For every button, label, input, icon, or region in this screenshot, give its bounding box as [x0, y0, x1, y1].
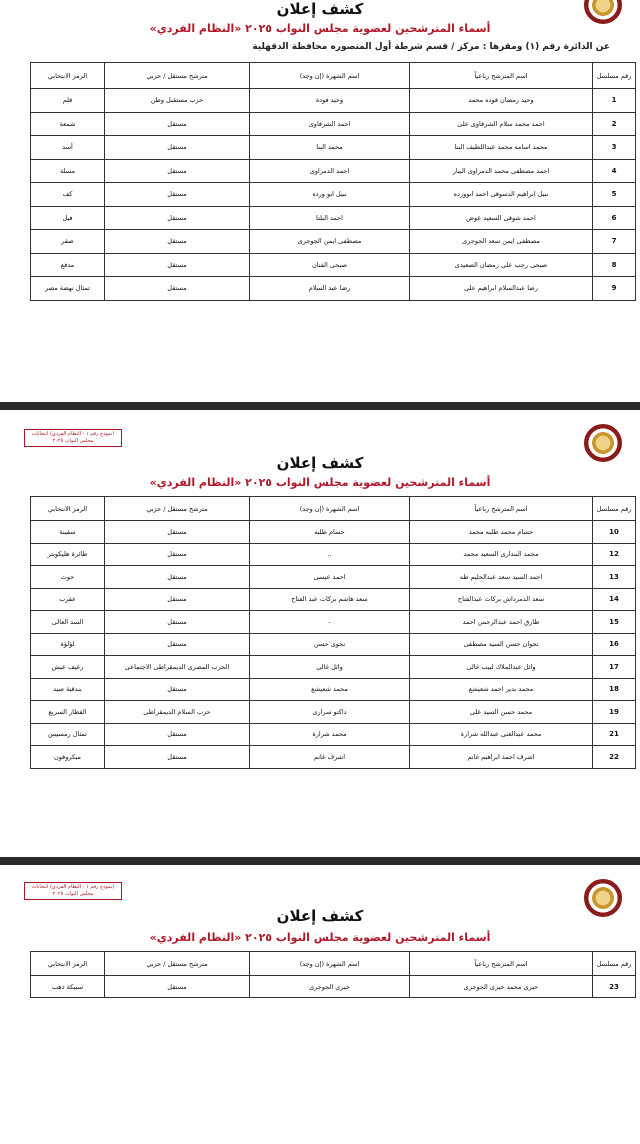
- symbol-cell: أسد: [31, 136, 105, 160]
- candidate-name-cell: اشرف احمد ابراهيم غانم: [410, 746, 593, 769]
- header-symbol: الرمز الانتخابي: [31, 497, 105, 521]
- table-row: [31, 611, 636, 634]
- fame-name-cell: وائل غالى: [250, 656, 410, 679]
- candidate-name-cell: محمد اسامه محمد عبداللطيف البنا: [410, 136, 593, 160]
- fame-name-cell: اشرف غانم: [250, 746, 410, 769]
- serial-cell: 16: [593, 633, 636, 656]
- serial-cell: 6: [593, 206, 636, 230]
- candidate-name-cell: رضا عبدالسلام ابراهيم على: [410, 277, 593, 301]
- status-cell: مستقل: [105, 521, 250, 544]
- serial-cell: 12: [593, 543, 636, 566]
- header-fame: اسم الشهرة (إن وجد): [250, 497, 410, 521]
- status-cell: مستقل: [105, 183, 250, 207]
- header-status: مترشح مستقل / حزبي: [105, 497, 250, 521]
- table-row: [31, 656, 636, 679]
- status-cell: مستقل: [105, 230, 250, 254]
- fame-name-cell: محمد البنا: [250, 136, 410, 160]
- status-cell: مستقل: [105, 588, 250, 611]
- table-row: [31, 112, 636, 136]
- symbol-cell: ميكروفون: [31, 746, 105, 769]
- header-name: اسم المترشح رباعياً: [410, 497, 593, 521]
- serial-cell: 7: [593, 230, 636, 254]
- serial-cell: 21: [593, 723, 636, 746]
- header-symbol: الرمز الانتخابي: [31, 952, 105, 976]
- status-cell: الحزب المصرى الديمقراطى الاجتماعى: [105, 656, 250, 679]
- serial-cell: 4: [593, 159, 636, 183]
- page-title: كشف إعلان: [276, 454, 364, 472]
- status-cell: مستقل: [105, 112, 250, 136]
- status-cell: مستقل: [105, 746, 250, 769]
- status-cell: مستقل: [105, 206, 250, 230]
- fame-name-cell: نجوى حسن: [250, 633, 410, 656]
- symbol-cell: لؤلؤة: [31, 633, 105, 656]
- table-row: [31, 89, 636, 113]
- status-cell: مستقل: [105, 566, 250, 589]
- candidate-name-cell: محمد البندارى السعيد محمد: [410, 543, 593, 566]
- serial-cell: 1: [593, 89, 636, 113]
- symbol-cell: صقر: [31, 230, 105, 254]
- fame-name-cell: داكتو سرارى: [250, 701, 410, 724]
- serial-cell: 14: [593, 588, 636, 611]
- announcement-page-3: [0, 865, 640, 1144]
- table-row: [31, 701, 636, 724]
- page-subtitle: أسماء المترشحين لعضوية مجلس النواب ٢٠٢٥ «النظام الفردي»: [149, 476, 491, 489]
- candidate-name-cell: طارق احمد عبدالرحمن احمد: [410, 611, 593, 634]
- fame-name-cell: صبحى الفنان: [250, 253, 410, 277]
- table-row: [31, 588, 636, 611]
- symbol-cell: عقرب: [31, 588, 105, 611]
- candidate-name-cell: نبيل ابراهيم الدسوقى احمد ابوورده: [410, 183, 593, 207]
- header-fame: اسم الشهرة (إن وجد): [250, 63, 410, 89]
- header-serial: رقم مسلسل: [593, 952, 636, 976]
- candidates-table: [30, 951, 636, 998]
- header-name: اسم المترشح رباعياً: [410, 952, 593, 976]
- fame-name-cell: نبيل ابو ورده: [250, 183, 410, 207]
- table-row: [31, 277, 636, 301]
- status-cell: مستقل: [105, 543, 250, 566]
- form-stamp: (نموذج رقم ١ - النظام الفردي) انتخابات مجلس النواب ٢٠٢٥: [24, 882, 122, 900]
- status-cell: مستقل: [105, 678, 250, 701]
- candidate-name-cell: محمد عبدالغنى عبدالله شرارة: [410, 723, 593, 746]
- header-serial: رقم مسلسل: [593, 63, 636, 89]
- table-row: [31, 230, 636, 254]
- symbol-cell: مسلة: [31, 159, 105, 183]
- symbol-cell: تمثال نهضة مصر: [31, 277, 105, 301]
- candidate-name-cell: احمد السيد سعد عبدالحليم طه: [410, 566, 593, 589]
- symbol-cell: سفينة: [31, 521, 105, 544]
- table-row: [31, 678, 636, 701]
- fame-name-cell: سعد هاشم بركات عبد الفتاح: [250, 588, 410, 611]
- fame-name-cell: محمد شعيشع: [250, 678, 410, 701]
- candidate-name-cell: خيرى محمد خيرى الجوجرى: [410, 976, 593, 998]
- symbol-cell: قلم: [31, 89, 105, 113]
- header-serial: رقم مسلسل: [593, 497, 636, 521]
- fame-name-cell: رضا عبد السلام: [250, 277, 410, 301]
- status-cell: مستقل: [105, 976, 250, 998]
- status-cell: حزب مستقبل وطن: [105, 89, 250, 113]
- table-row: [31, 159, 636, 183]
- symbol-cell: بندقية صيد: [31, 678, 105, 701]
- candidate-name-cell: محمد بدير احمد شعيشع: [410, 678, 593, 701]
- serial-cell: 8: [593, 253, 636, 277]
- status-cell: مستقل: [105, 633, 250, 656]
- status-cell: مستقل: [105, 611, 250, 634]
- fame-name-cell: احمد البلتا: [250, 206, 410, 230]
- fame-name-cell: -: [250, 611, 410, 634]
- serial-cell: 13: [593, 566, 636, 589]
- symbol-cell: السد العالى: [31, 611, 105, 634]
- page-subtitle: أسماء المترشحين لعضوية مجلس النواب ٢٠٢٥ «النظام الفردي»: [149, 931, 491, 944]
- table-row: [31, 633, 636, 656]
- serial-cell: 9: [593, 277, 636, 301]
- status-cell: مستقل: [105, 159, 250, 183]
- status-cell: مستقل: [105, 253, 250, 277]
- status-cell: حزب السلام الديمقراطى: [105, 701, 250, 724]
- table-row: [31, 521, 636, 544]
- symbol-cell: حوت: [31, 566, 105, 589]
- header-symbol: الرمز الانتخابي: [31, 63, 105, 89]
- symbol-cell: سبيكة ذهب: [31, 976, 105, 998]
- serial-cell: 18: [593, 678, 636, 701]
- fame-name-cell: احمد عيسى: [250, 566, 410, 589]
- symbol-cell: القطار السريع: [31, 701, 105, 724]
- page-title: كشف إعلان: [276, 0, 364, 18]
- fame-name-cell: ..: [250, 543, 410, 566]
- header-status: مترشح مستقل / حزبي: [105, 952, 250, 976]
- candidate-name-cell: صبحى رجب على رمضان الصعيدى: [410, 253, 593, 277]
- table-row: [31, 746, 636, 769]
- page-subtitle: أسماء المترشحين لعضوية مجلس النواب ٢٠٢٥ «النظام الفردي»: [149, 22, 491, 35]
- header-name: اسم المترشح رباعياً: [410, 63, 593, 89]
- fame-name-cell: خيرى الجوجرى: [250, 976, 410, 998]
- announcement-page-1: [0, 0, 640, 402]
- candidate-name-cell: حسام محمد طلبه محمد: [410, 521, 593, 544]
- symbol-cell: تمثال رمسيس: [31, 723, 105, 746]
- form-stamp: (نموذج رقم ١ - النظام الفردي) انتخابات مجلس النواب ٢٠٢٥: [24, 429, 122, 447]
- symbol-cell: كف: [31, 183, 105, 207]
- serial-cell: 5: [593, 183, 636, 207]
- candidates-table: [30, 496, 636, 769]
- fame-name-cell: احمد الدمراوى: [250, 159, 410, 183]
- fame-name-cell: حسام طلبه: [250, 521, 410, 544]
- table-row: [31, 543, 636, 566]
- fame-name-cell: وحيد فودة: [250, 89, 410, 113]
- serial-cell: 3: [593, 136, 636, 160]
- symbol-cell: فيل: [31, 206, 105, 230]
- candidate-name-cell: احمد محمد سلام الشرقاوى على: [410, 112, 593, 136]
- status-cell: مستقل: [105, 277, 250, 301]
- symbol-cell: مدفع: [31, 253, 105, 277]
- candidate-name-cell: مصطفى ايمن سعد الجوجرى: [410, 230, 593, 254]
- candidate-name-cell: وائل عبدالملاك لبيب غالى: [410, 656, 593, 679]
- serial-cell: 10: [593, 521, 636, 544]
- table-row: [31, 183, 636, 207]
- page-title: كشف إعلان: [276, 907, 364, 925]
- table-row: [31, 206, 636, 230]
- table-row: [31, 723, 636, 746]
- candidate-name-cell: محمد حسن السيد على: [410, 701, 593, 724]
- candidate-name-cell: وحيد رمضان فوده محمد: [410, 89, 593, 113]
- serial-cell: 22: [593, 746, 636, 769]
- symbol-cell: شمعة: [31, 112, 105, 136]
- table-row: [31, 253, 636, 277]
- table-row: [31, 566, 636, 589]
- header-status: مترشح مستقل / حزبي: [105, 63, 250, 89]
- candidate-name-cell: سعد الدمرداش بركات عبدالفتاح: [410, 588, 593, 611]
- table-row: [31, 136, 636, 160]
- candidate-name-cell: احمد شوقى السعيد عوض: [410, 206, 593, 230]
- serial-cell: 17: [593, 656, 636, 679]
- announcement-page-2: [0, 410, 640, 857]
- fame-name-cell: محمد شرارة: [250, 723, 410, 746]
- symbol-cell: رغيف عيش: [31, 656, 105, 679]
- symbol-cell: طائرة هليكوبتر: [31, 543, 105, 566]
- status-cell: مستقل: [105, 723, 250, 746]
- circuit-info: عن الدائرة رقم (١) ومقرها : مركز / قسم شرطة أول المنصوره محافظة الدقهلية: [252, 42, 610, 52]
- candidate-name-cell: احمد مصطفى محمد الدمراوى البيار: [410, 159, 593, 183]
- status-cell: مستقل: [105, 136, 250, 160]
- candidate-name-cell: نجوان حسن السيد مصطفى: [410, 633, 593, 656]
- serial-cell: 23: [593, 976, 636, 998]
- header-fame: اسم الشهرة (إن وجد): [250, 952, 410, 976]
- candidates-table: [30, 62, 636, 301]
- serial-cell: 2: [593, 112, 636, 136]
- table-row: [31, 976, 636, 998]
- fame-name-cell: احمد الشرقاوى: [250, 112, 410, 136]
- fame-name-cell: مصطفى ايمن الجوجرى: [250, 230, 410, 254]
- serial-cell: 19: [593, 701, 636, 724]
- serial-cell: 15: [593, 611, 636, 634]
